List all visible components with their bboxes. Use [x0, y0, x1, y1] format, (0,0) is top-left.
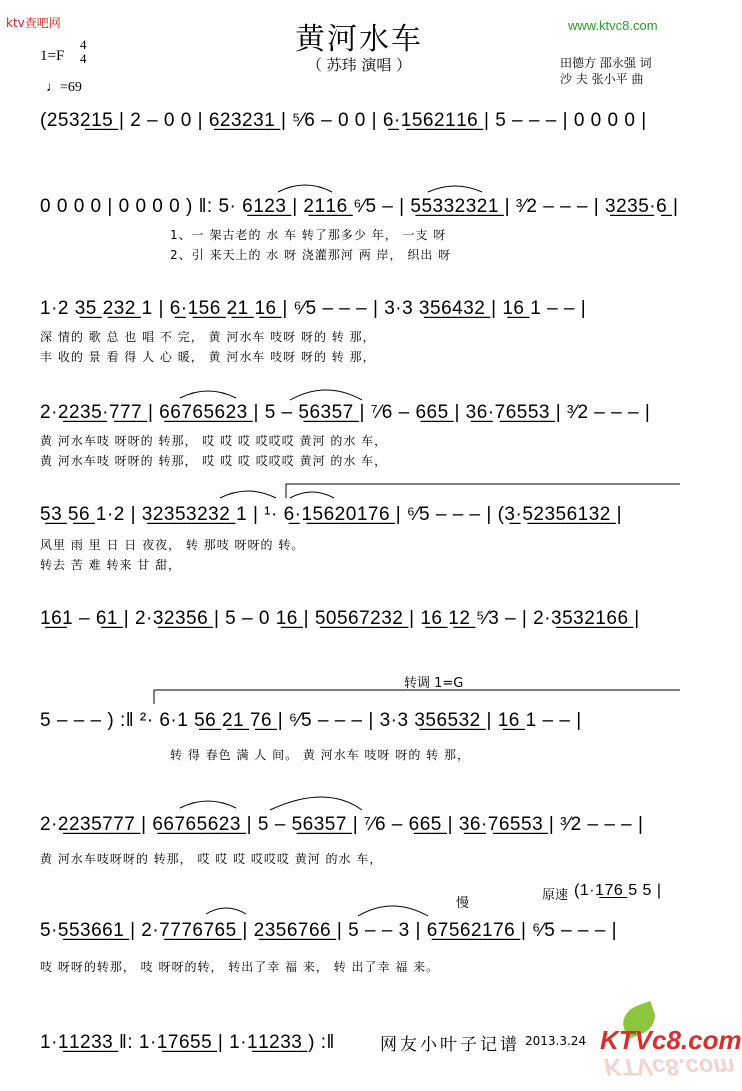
score-line: 1̲6̲1 – 6̲1̲ | 2·3̲2̲3̲5̲6̲ | 5 – 0 1̲6̲ | 5̲0̲5̲6̲7̲2̲3̲2̲ | 1̲6̲ 1̲2̲ ⁵⁄3 – | 2·3̲5̲3̲2̲1̲6̲6̲ | [40, 608, 640, 629]
lyric-verse-1: 1、一 架古老的 水 车 转了那多少 年， 一支 呀 [170, 228, 447, 242]
slur [180, 801, 236, 808]
composer-credit: 沙 夫 张小平 曲 [560, 72, 644, 86]
score-line: 1·1̲1̲2̲3̲3̲ ‖: 1·1̲7̲6̲5̲5̲ | 1·1̲1̲2̲3̲3̲ ) :‖ [40, 1032, 335, 1053]
key-signature: 1=F [40, 48, 65, 64]
score-line: 5 – – – ) :‖ ²· 6·1 5̲6̲ 2̲1̲ 7̲6̲ | ⁶⁄5 – – – | 3·3 3̲5̲6̲5̲3̲2̲ | 1̲6̲ 1 – – | [40, 710, 582, 731]
site-logo-reflection: KTVc8.com [604, 1053, 735, 1080]
slur [278, 185, 332, 192]
score-line-original-tempo: (1·1̲7̲6̲ 5 5 | [574, 882, 662, 899]
slur [290, 492, 334, 498]
slur [358, 906, 428, 916]
score-line: 5·5̲5̲3̲6̲6̲1̲ | 2·7̲7̲7̲6̲7̲6̲5̲ | 2̲3̲5̲6̲7̲6̲6̲ | 5 – – 3 | 6̲7̲5̲6̲2̲1̲7̲6̲ | ⁶⁄5 – – – | [40, 920, 618, 941]
slur [180, 391, 236, 398]
transcriber-signature: 网友小叶子记谱 [380, 1035, 520, 1055]
lyricist-credit: 田德方 邵永强 词 [560, 56, 652, 70]
lyric-verse-2: 2、引 来天上的 水 呀 浇灌那河 两 岸， 织出 呀 [170, 248, 452, 262]
lyric-verse-1: 黄 河水车吱呀呀的 转那， 哎 哎 哎 哎哎哎 黄河 的水 车， [40, 852, 383, 866]
slur [206, 908, 246, 914]
slow-tempo-label: 慢 [456, 896, 470, 911]
lyric-verse-1: 转 得 春色 满 人 间。 黄 河水车 吱呀 呀的 转 那， [170, 748, 470, 762]
lyric-verse-1: 深 情的 歌 总 也 唱 不 完， 黄 河水车 吱呀 呀的 转 那， [40, 330, 376, 344]
lyric-verse-2: 丰 收的 景 看 得 人 心 暖， 黄 河水车 吱呀 呀的 转 那， [40, 350, 376, 364]
slur [428, 186, 482, 192]
singer-label: （ 苏玮 演唱 ） [306, 56, 412, 74]
lyric-verse-1: 黄 河水车吱 呀呀的 转那， 哎 哎 哎 哎哎哎 黄河 的水 车， [40, 434, 388, 448]
score-line: 1·2 3̲5̲ 2̲3̲2̲ 1 | 6̲·1̲5̲6̲ 2̲1̲ 1̲6̲ | ⁶⁄5 – – – | 3·3 3̲5̲6̲4̲3̲2̲ | 1̲6̲ 1 – – | [40, 298, 587, 319]
lyric-verse-1: 风里 雨 里 日 日 夜夜， 转 那吱 呀呀的 转。 [40, 538, 305, 552]
time-sig-bottom: 4 [80, 51, 87, 66]
score-line: (2532̲1̲5̲ | 2 – 0 0 | 6̲2̲3̲2̲3̲1̲ | ⁵⁄6 – 0 0 | 6̲·1̲5̲6̲2̲1̲1̲6̲ | 5 – – – | 0 0 0 0 | [40, 110, 647, 131]
score-line: 0 0 0 0 | 0 0 0 0 ) ‖: 5· 6̲1̲2̲3̲ | 2̲1̲1̲6̲ ⁶⁄5 – | 5̲5̲3̲3̲2̲3̲2̲1̲ | ³⁄2 – – – | 3̲2̲3̲5̲·6̲ | [40, 196, 679, 217]
time-sig-top: 4 [80, 37, 87, 52]
original-tempo-label: 原速 [542, 888, 569, 903]
quarter-note-icon: ♩ [46, 80, 60, 95]
score-line: 2·2̲2̲3̲5̲·7̲7̲7̲ | 6̲6̲7̲6̲5̲6̲2̲3̲ | 5 – 5̲6̲3̲5̲7̲ | ⁷⁄6 – 6̲6̲5̲ | 3̲6̲·7̲6̲5̲5̲3̲ | ³⁄2 – – – | [40, 402, 651, 423]
lyric-verse-2: 转去 苦 难 转来 甘 甜， [40, 558, 182, 572]
lyric-verse-2: 黄 河水车吱 呀呀的 转那， 哎 哎 哎 哎哎哎 黄河 的水 车， [40, 454, 388, 468]
key-change-label: 转调 1=G [404, 676, 464, 691]
tempo-value: =69 [60, 80, 82, 95]
site-logo: KTVc8.com [600, 1025, 742, 1055]
watermark-right: www.ktvc8.com [568, 18, 658, 33]
slur [270, 797, 362, 810]
lyric-verse-1: 吱 呀呀的转那， 吱 呀呀的转， 转出了幸 福 来， 转 出了幸 福 来。 [40, 960, 440, 974]
watermark-left: ktv查吧网 [6, 16, 61, 30]
song-title: 黄河水车 [295, 22, 423, 57]
score-line: 5̲3̲ 5̲6̲ 1·2 | 3̲2̲3̲5̲3̲2̲3̲2̲ 1 | ¹· 6̲·1̲5̲6̲2̲0̲1̲7̲6̲ | ⁶⁄5 – – – | (3̲·5̲2̲3̲5̲6̲1̲3̲2̲ | [40, 504, 623, 525]
slur [220, 491, 276, 498]
score-line: 2·2̲2̲3̲5̲7̲7̲7̲ | 6̲6̲7̲6̲5̲6̲2̲3̲ | 5 – 5̲6̲3̲5̲7̲ | ⁷⁄6 – 6̲6̲5̲ | 3̲6̲·7̲6̲5̲5̲3̲ | ³⁄2 – – – | [40, 814, 644, 835]
transcription-date: 2013.3.24 [525, 1034, 587, 1048]
slur [290, 390, 362, 400]
